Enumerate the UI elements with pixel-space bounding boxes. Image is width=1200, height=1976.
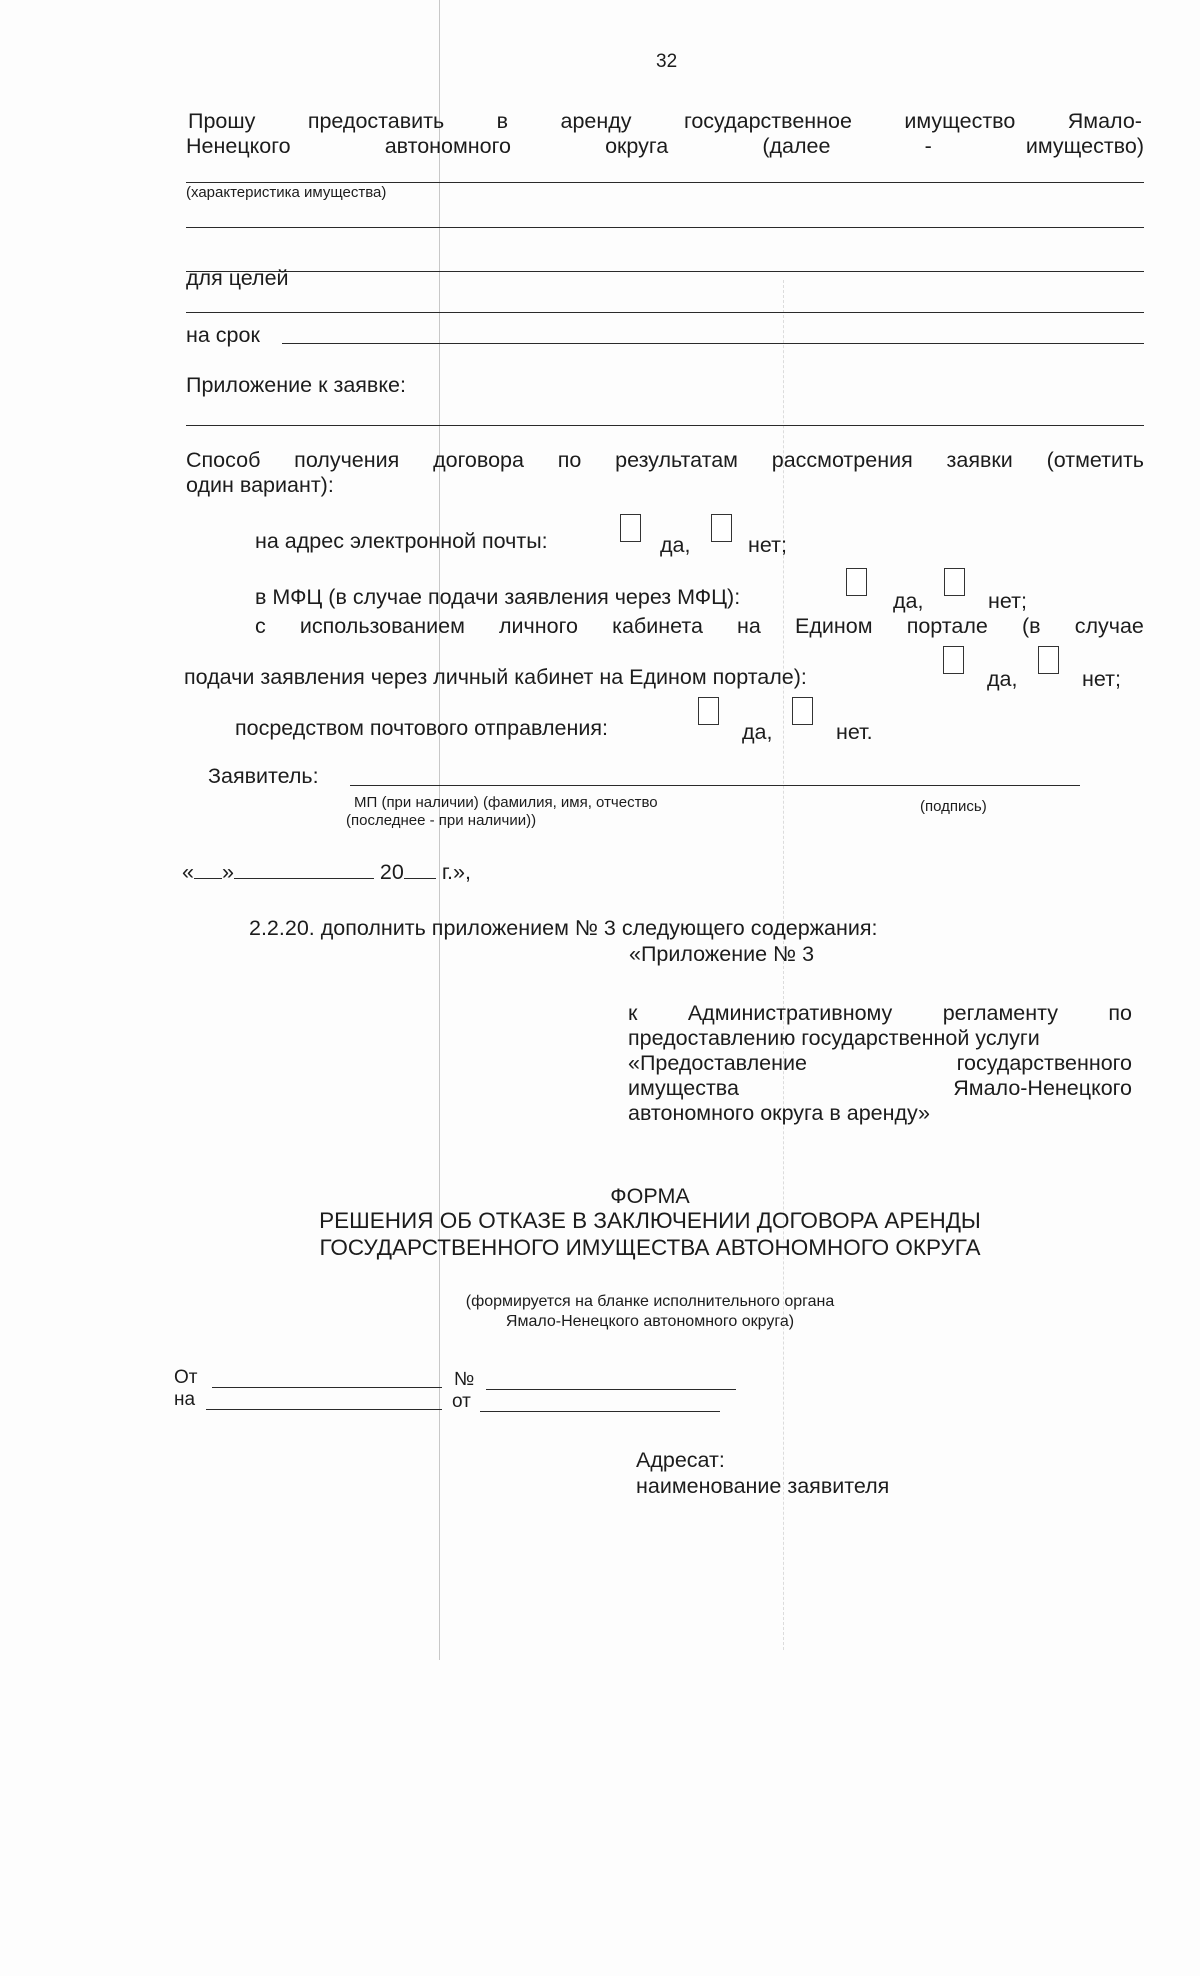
term-line[interactable] bbox=[282, 343, 1144, 344]
word: Административному bbox=[687, 1001, 893, 1025]
purpose-label: для целей bbox=[186, 266, 289, 290]
word: Ненецкого bbox=[186, 134, 291, 158]
month-blank[interactable] bbox=[234, 858, 374, 879]
form-subtitle-2: ГОСУДАРСТВЕННОГО ИМУЩЕСТВА АВТОНОМНОГО ОКРУГА bbox=[319, 1235, 981, 1260]
word: регламенту bbox=[942, 1001, 1058, 1025]
date-open-quote: « bbox=[182, 860, 194, 884]
word: Прошу bbox=[188, 109, 256, 133]
applicant-name-hint-2: (последнее - при наличии)) bbox=[346, 812, 537, 829]
mfc-option-label: в МФЦ (в случае подачи заявления через МФЦ): bbox=[255, 585, 741, 609]
addressee-label: Адресат: bbox=[636, 1448, 725, 1472]
day-blank[interactable] bbox=[194, 858, 222, 879]
property-line-3[interactable] bbox=[186, 271, 1144, 272]
appendix-line-3 bbox=[628, 1050, 1132, 1076]
year-suffix: г.», bbox=[441, 860, 471, 884]
date-field[interactable] bbox=[182, 858, 471, 885]
word: портале bbox=[906, 614, 988, 638]
email-no-checkbox[interactable] bbox=[711, 514, 732, 542]
applicant-name-line[interactable] bbox=[350, 785, 1080, 786]
appendix-line-1 bbox=[628, 1000, 1132, 1026]
portal-no-label: нет; bbox=[1082, 667, 1121, 691]
word: кабинета bbox=[612, 614, 703, 638]
appendix-line-2: предоставлению государственной услуги bbox=[628, 1026, 1040, 1050]
method-line-1 bbox=[186, 447, 1144, 473]
word: к bbox=[628, 1001, 638, 1025]
word: предоставить bbox=[307, 109, 445, 133]
word: округа bbox=[605, 134, 669, 158]
year-prefix: 20 bbox=[379, 860, 404, 884]
purpose-line[interactable] bbox=[186, 312, 1144, 313]
applicant-name-hint: МП (при наличии) (фамилия, имя, отчество bbox=[354, 794, 658, 811]
appendix-line-5: автономного округа в аренду» bbox=[628, 1101, 930, 1125]
amendment-text: 2.2.20. дополнить приложением № 3 следующего содержания: bbox=[249, 916, 878, 940]
word: (в bbox=[1021, 614, 1041, 638]
word: заявки bbox=[946, 448, 1013, 472]
property-line[interactable] bbox=[186, 182, 1144, 183]
word: с bbox=[255, 614, 266, 638]
word: использованием bbox=[299, 614, 465, 638]
to-label: на bbox=[174, 1389, 196, 1410]
word: автономного bbox=[384, 134, 511, 158]
post-option-label: посредством почтового отправления: bbox=[235, 716, 608, 740]
scan-artifact-line bbox=[439, 0, 440, 1660]
word: Ямало-Ненецкого bbox=[953, 1076, 1132, 1100]
word: по bbox=[557, 448, 582, 472]
year-blank[interactable] bbox=[404, 858, 436, 879]
portal-yes-label: да, bbox=[987, 667, 1018, 691]
addressee-value: наименование заявителя bbox=[636, 1474, 890, 1498]
word: личного bbox=[499, 614, 578, 638]
word: аренду bbox=[560, 109, 632, 133]
post-yes-checkbox[interactable] bbox=[698, 697, 719, 725]
email-yes-label: да, bbox=[660, 533, 691, 557]
word: по bbox=[1108, 1001, 1132, 1025]
word: Ямало- bbox=[1067, 109, 1142, 133]
dated-line[interactable] bbox=[480, 1411, 720, 1412]
word: имущество) bbox=[1025, 134, 1144, 158]
email-option-label: на адрес электронной почты: bbox=[255, 529, 548, 553]
request-line-1 bbox=[188, 108, 1142, 134]
attachment-label: Приложение к заявке: bbox=[186, 373, 406, 397]
signature-hint: (подпись) bbox=[920, 798, 987, 815]
form-title: ФОРМА bbox=[610, 1184, 690, 1208]
from-label: От bbox=[174, 1367, 198, 1388]
mfc-no-checkbox[interactable] bbox=[944, 568, 965, 596]
form-note-2: Ямало-Ненецкого автономного округа) bbox=[505, 1313, 795, 1330]
word: получения bbox=[294, 448, 400, 472]
word: в bbox=[496, 109, 509, 133]
word: рассмотрения bbox=[771, 448, 913, 472]
word: государственное bbox=[683, 109, 852, 133]
number-line[interactable] bbox=[486, 1389, 736, 1390]
applicant-label: Заявитель: bbox=[208, 764, 319, 788]
dated-label: от bbox=[452, 1391, 471, 1412]
email-no-label: нет; bbox=[748, 533, 787, 557]
method-line-2: один вариант): bbox=[186, 473, 334, 497]
attachment-line[interactable] bbox=[186, 425, 1144, 426]
word: договора bbox=[433, 448, 524, 472]
word: результатам bbox=[615, 448, 738, 472]
portal-yes-checkbox[interactable] bbox=[943, 646, 964, 674]
property-line-2[interactable] bbox=[186, 227, 1144, 228]
word: - bbox=[924, 134, 932, 158]
appendix-line-4 bbox=[628, 1075, 1132, 1101]
post-no-label: нет. bbox=[836, 720, 873, 744]
word: (отметить bbox=[1046, 448, 1144, 472]
email-yes-checkbox[interactable] bbox=[620, 514, 641, 542]
post-no-checkbox[interactable] bbox=[792, 697, 813, 725]
word: государственного bbox=[956, 1051, 1132, 1075]
number-label: № bbox=[454, 1369, 475, 1390]
portal-line-2: подачи заявления через личный кабинет на Едином портале): bbox=[184, 665, 807, 689]
term-label: на срок bbox=[186, 323, 260, 347]
word: на bbox=[737, 614, 761, 638]
portal-line-1 bbox=[255, 613, 1144, 639]
page-number: 32 bbox=[656, 51, 678, 72]
word: Едином bbox=[795, 614, 873, 638]
mfc-yes-label: да, bbox=[893, 589, 924, 613]
request-line-2 bbox=[186, 133, 1144, 159]
form-subtitle-1: РЕШЕНИЯ ОБ ОТКАЗЕ В ЗАКЛЮЧЕНИИ ДОГОВОРА АРЕНДЫ bbox=[319, 1208, 981, 1233]
mfc-yes-checkbox[interactable] bbox=[846, 568, 867, 596]
date-close-quote: » bbox=[221, 860, 234, 884]
word: имущество bbox=[904, 109, 1016, 133]
word: Способ bbox=[186, 448, 261, 472]
word: «Предоставление bbox=[628, 1051, 807, 1075]
from-line[interactable] bbox=[212, 1387, 442, 1388]
word: (далее bbox=[762, 134, 831, 158]
post-yes-label: да, bbox=[742, 720, 773, 744]
word: случае bbox=[1074, 614, 1144, 638]
portal-no-checkbox[interactable] bbox=[1038, 646, 1059, 674]
property-hint: (характеристика имущества) bbox=[186, 184, 387, 201]
word: имущества bbox=[628, 1076, 739, 1100]
form-note-1: (формируется на бланке исполнительного органа bbox=[465, 1293, 835, 1310]
appendix-title: «Приложение № 3 bbox=[629, 942, 815, 966]
mfc-no-label: нет; bbox=[988, 589, 1027, 613]
to-line[interactable] bbox=[206, 1409, 442, 1410]
